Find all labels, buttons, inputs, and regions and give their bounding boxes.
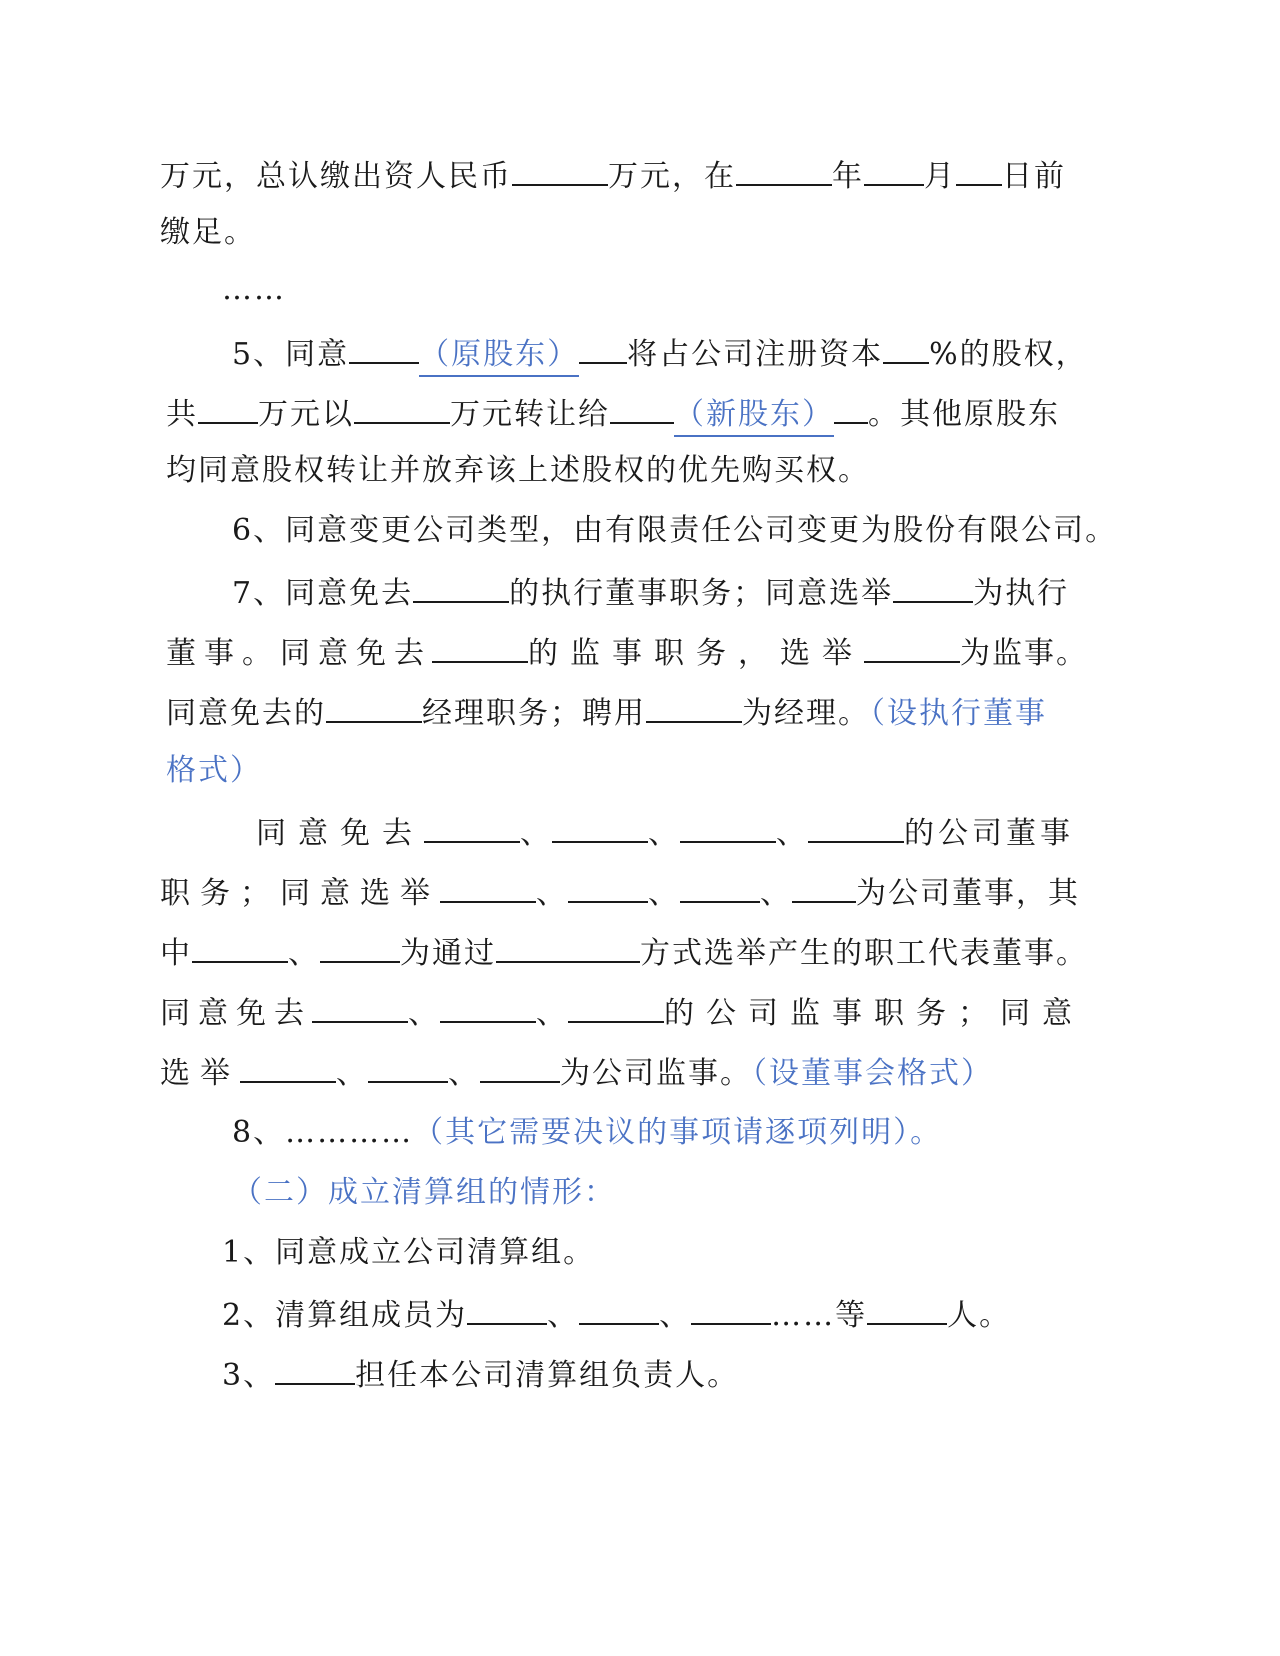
blank[interactable] [192,931,288,963]
blank[interactable] [368,1051,448,1083]
blank[interactable] [792,871,856,903]
line-capital: 万元，总认缴出资人民币 万元，在 年 月 日前 [160,154,1066,197]
blank[interactable] [691,1293,771,1325]
blank-month[interactable] [864,154,924,186]
board-line-2: 职务；同意选举 、 、 、 为公司董事，其 [160,871,1080,914]
blank[interactable] [349,332,419,364]
item-5-line-2: 共 万元以 万元转让给 （新股东） 。其他原股东 [166,392,1060,437]
liquidation-item-2: 2、清算组成员为 、 、 ……等 人。 [222,1293,1011,1336]
blank-day[interactable] [956,154,1002,186]
blank[interactable] [834,392,868,424]
blank[interactable] [680,811,776,843]
board-line-3: 中 、 为通过 方式选举产生的职工代表董事。 [160,931,1088,974]
ellipsis: …… [222,272,286,307]
item-7-line-2: 董事。同意免去 的监事职务，选举 为监事。 [166,631,1088,674]
blank[interactable] [354,392,450,424]
blank[interactable] [579,332,627,364]
blank[interactable] [480,1051,560,1083]
blank[interactable] [864,631,960,663]
blank[interactable] [198,392,258,424]
blank[interactable] [413,571,509,603]
blank[interactable] [552,811,648,843]
board-line-4: 同意免去 、 、 的公司监事职务；同意 [160,991,1084,1034]
blank[interactable] [646,691,742,723]
blank[interactable] [320,931,400,963]
item-7-line-1: 7、同意免去 的执行董事职务；同意选举 为执行 [232,571,1069,614]
blank[interactable] [579,1293,659,1325]
item-5-line-3: 均同意股权转让并放弃该上述股权的优先购买权。 [166,453,870,488]
blank-percent[interactable] [883,332,929,364]
blank[interactable] [326,691,422,723]
item-5-line-1: 5、同意 （原股东） 将占公司注册资本 %的股权， [232,332,1088,377]
blank[interactable] [424,811,520,843]
blank[interactable] [432,631,528,663]
blank[interactable] [893,571,973,603]
item-7-line-3: 同意免去的 经理职务；聘用 为经理。（设执行董事 [166,691,1047,734]
blank[interactable] [240,1051,336,1083]
blank[interactable] [808,811,904,843]
blank[interactable] [467,1293,547,1325]
blank[interactable] [680,871,760,903]
blank[interactable] [568,991,664,1023]
item-6: 6、同意变更公司类型，由有限责任公司变更为股份有限公司。 [232,513,1118,548]
blank[interactable] [440,991,536,1023]
note-board-format: （设董事会格式） [752,1056,993,1091]
section-liquidation-heading: （二）成立清算组的情形： [232,1175,616,1210]
blank[interactable] [440,871,536,903]
placeholder-old-shareholder[interactable]: （原股东） [419,335,579,377]
placeholder-new-shareholder[interactable]: （新股东） [674,395,834,437]
liquidation-item-1: 1、同意成立公司清算组。 [222,1235,596,1270]
liquidation-item-3: 3、 担任本公司清算组负责人。 [222,1353,739,1396]
blank[interactable] [312,991,408,1023]
blank-year[interactable] [736,154,832,186]
blank-amount[interactable] [512,154,608,186]
blank[interactable] [496,931,640,963]
board-line-5: 选举 、 、 为公司监事。（设董事会格式） [160,1051,993,1094]
blank[interactable] [610,392,674,424]
note-exec-director-format: （设执行董事 [870,696,1047,731]
blank[interactable] [867,1293,947,1325]
item-8: 8、…………（其它需要决议的事项请逐项列明）。 [232,1115,943,1150]
blank[interactable] [568,871,648,903]
item-7-note-end: 格式） [166,753,262,788]
line-paid: 缴足。 [160,215,256,250]
blank[interactable] [275,1353,355,1385]
board-line-1: 同意免去 、 、 、 的公司董事 [256,811,1074,854]
